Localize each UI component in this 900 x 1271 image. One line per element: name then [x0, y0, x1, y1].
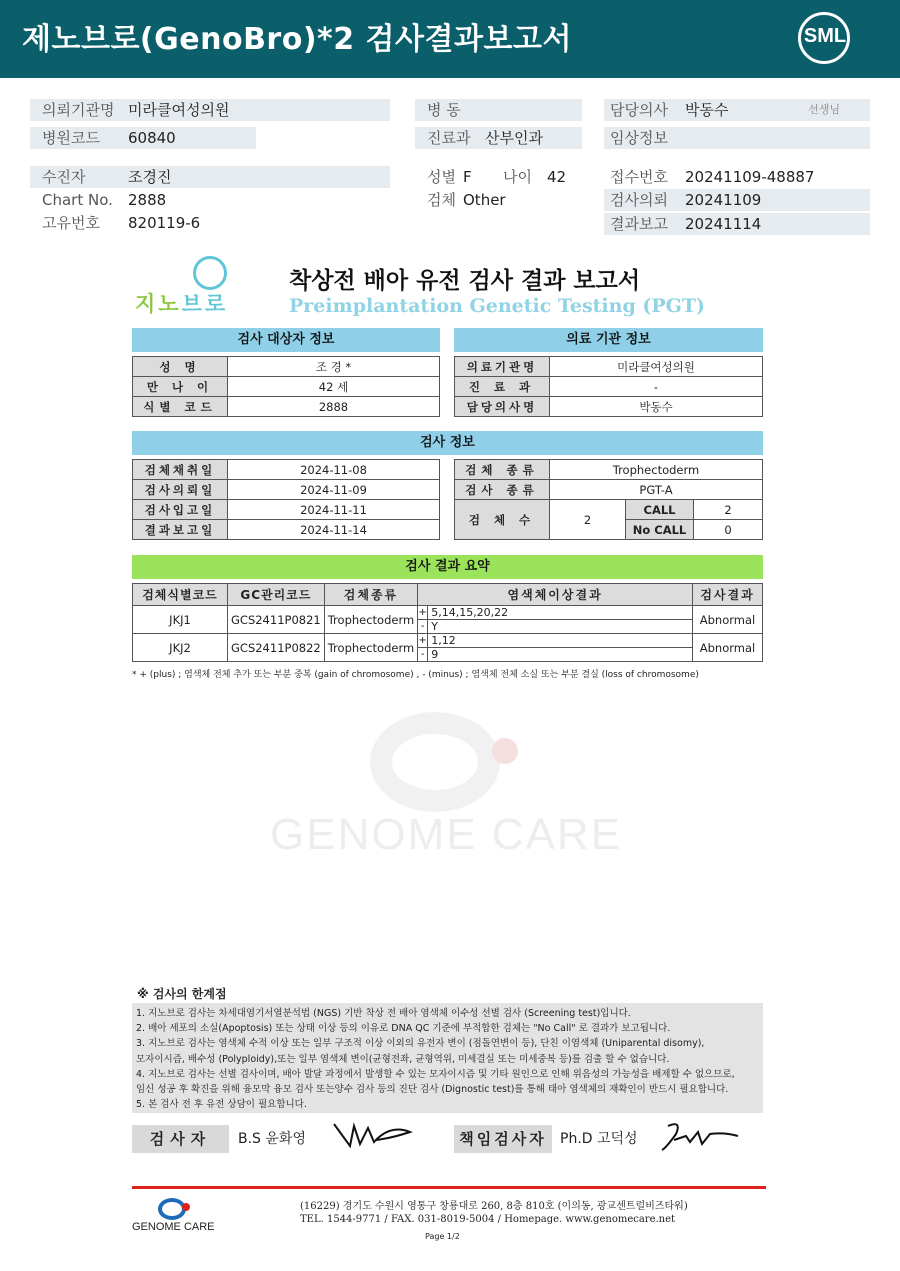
- sex-value: F: [463, 168, 472, 186]
- sml-logo-text: SML: [803, 25, 847, 47]
- sample-id: JKJ1: [133, 606, 228, 634]
- title-bar: [0, 0, 900, 78]
- summary-table: [132, 583, 763, 662]
- chart-value: 2888: [128, 191, 167, 209]
- patient-row: [30, 166, 390, 188]
- document-title: 제노브로(GenoBro)*2 검사결과보고서: [22, 22, 572, 57]
- test-date-row: [133, 480, 440, 500]
- count-row: [455, 500, 763, 520]
- test-date-label: 검사입고일: [133, 500, 228, 520]
- age-value: 42: [547, 168, 567, 186]
- test-type-label: 검사 종류: [455, 480, 550, 500]
- test-date-label: 검사의뢰일: [133, 480, 228, 500]
- test-info-heading: 검사 정보: [132, 431, 763, 455]
- hospital-code-row: [30, 127, 256, 149]
- plus-result: 5,14,15,20,22: [428, 606, 693, 620]
- watermark-dot-icon: [492, 738, 518, 764]
- subject-heading: 검사 대상자 정보: [132, 328, 440, 352]
- minus-result: Y: [428, 620, 693, 634]
- medical-value: 박동수: [550, 397, 763, 417]
- gc-code: GCS2411P0821: [228, 606, 325, 634]
- subject-table: [132, 356, 440, 417]
- genobro-logo-text: [135, 288, 228, 318]
- genome-care-logo-text: GENOME CARE: [132, 1221, 215, 1233]
- clinical-row: [604, 127, 870, 149]
- test-date-label: 검체채취일: [133, 460, 228, 480]
- limitations-box: [132, 1003, 763, 1113]
- column-header: 검사결과: [693, 584, 763, 606]
- subject-value: 42 세: [228, 377, 440, 397]
- doctor-label: 담당의사: [610, 101, 668, 119]
- medical-label: 진 료 과: [455, 377, 550, 397]
- limitations-title: ※ 검사의 한계점: [137, 987, 227, 1001]
- report-subtitle: Preimplantation Genetic Testing (PGT): [289, 295, 705, 317]
- sex-age-row: [415, 166, 582, 188]
- plus-result: 1,12: [428, 634, 693, 648]
- department-value: 산부인과: [485, 129, 543, 147]
- specimen-type-row: [455, 460, 763, 480]
- receipt-value: 20241109-48887: [685, 168, 815, 186]
- test-dates-table: [132, 459, 440, 540]
- medical-heading: 의료 기관 정보: [454, 328, 763, 352]
- test-date-value: 2024-11-11: [228, 500, 440, 520]
- doctor-value: 박동수: [685, 101, 729, 119]
- sex-label: 성별: [427, 168, 456, 186]
- doctor-row: [604, 99, 870, 121]
- chief-signature-icon: [658, 1118, 743, 1154]
- subject-value: 조 경 *: [228, 357, 440, 377]
- minus-result: 9: [428, 648, 693, 662]
- genobro-logo-text-b: 브로: [181, 292, 229, 316]
- medical-row: [455, 377, 763, 397]
- minus-sign: -: [418, 648, 428, 662]
- subject-row: [133, 357, 440, 377]
- call-label: CALL: [626, 500, 694, 520]
- test-type-table: [454, 459, 763, 540]
- receipt-row: [604, 166, 870, 188]
- subject-label: 식별 코드: [133, 397, 228, 417]
- minus-sign: -: [418, 620, 428, 634]
- nocall-label: No CALL: [626, 520, 694, 540]
- request-value: 20241109: [685, 191, 762, 209]
- doctor-suffix: 선생님: [808, 103, 840, 116]
- id-row: [30, 212, 390, 234]
- column-header: 검체식별코드: [133, 584, 228, 606]
- test-type-value: PGT-A: [550, 480, 763, 500]
- examiner-signature-icon: [330, 1118, 415, 1152]
- department-label: 진료과: [427, 129, 471, 147]
- test-result: Abnormal: [693, 606, 763, 634]
- watermark-logo-icon: [370, 712, 500, 812]
- specimen-row: [415, 189, 582, 211]
- chart-label: Chart No.: [42, 191, 113, 209]
- genobro-logo-text-a: 지노: [135, 292, 182, 316]
- id-value: 820119-6: [128, 214, 201, 232]
- footer-address-block: [300, 1200, 688, 1226]
- test-type-row: [455, 480, 763, 500]
- footer-address: (16229) 경기도 수원시 영통구 창룡대로 260, 8층 810호 (이의동, 광교센트럴비즈타워): [300, 1201, 688, 1212]
- medical-label: 의료기관명: [455, 357, 550, 377]
- patient-label: 수진자: [42, 168, 86, 186]
- ward-label: 병 동: [427, 101, 461, 119]
- limitation-line: 3. 지노브로 검사는 염색체 수적 이상 또는 일부 구조적 이상 이외의 유전자 변이 (점돌연변이 등), 단친 이염색체 (Uniparental disomy),: [136, 1038, 705, 1050]
- test-date-row: [133, 520, 440, 540]
- summary-footnote: * + (plus) ; 염색체 전체 추가 또는 부분 중복 (gain of chromosome) , - (minus) ; 염색체 전체 소실 또는 부분 결실 (loss of chromosome): [132, 670, 699, 680]
- specimen-value: Other: [463, 191, 506, 209]
- hospital-code-value: 60840: [128, 129, 176, 147]
- specimen-label: 검체: [427, 191, 456, 209]
- id-label: 고유번호: [42, 214, 100, 232]
- table-row: [133, 634, 763, 648]
- nocall-value: 0: [694, 520, 763, 540]
- limitation-line: 2. 배아 세포의 소실(Apoptosis) 또는 상태 이상 등의 이유로 DNA QC 기준에 부적합한 검체는 "No Call" 로 결과가 보고됩니다.: [136, 1023, 671, 1035]
- department-row: [415, 127, 582, 149]
- count-value: 2: [550, 500, 626, 540]
- age-label: 나이: [503, 168, 532, 186]
- institution-label: 의뢰기관명: [42, 101, 115, 119]
- genome-care-logo-dot: [182, 1203, 190, 1211]
- plus-sign: +: [418, 635, 427, 646]
- summary-header-row: [133, 584, 763, 606]
- table-row: [133, 606, 763, 620]
- plus-sign: +: [418, 607, 427, 618]
- subject-label: 성 명: [133, 357, 228, 377]
- genobro-logo-ring: [193, 256, 227, 290]
- medical-table: [454, 356, 763, 417]
- examiner-name: B.S 윤화영: [238, 1131, 306, 1147]
- column-header: 검체종류: [324, 584, 417, 606]
- chief-name: Ph.D 고덕성: [560, 1131, 638, 1147]
- page-number: Page 1/2: [425, 1232, 460, 1241]
- test-result: Abnormal: [693, 634, 763, 662]
- sample-type: Trophectoderm: [324, 634, 417, 662]
- medical-row: [455, 397, 763, 417]
- subject-row: [133, 377, 440, 397]
- gc-code: GCS2411P0822: [228, 634, 325, 662]
- institution-value: 미라클여성의원: [128, 101, 230, 119]
- limitation-line: 1. 지노브로 검사는 차세대염기서열분석법 (NGS) 기반 착상 전 배아 염색체 이수성 선별 검사 (Screening test)입니다.: [136, 1008, 631, 1019]
- chief-label: 책임검사자: [454, 1125, 552, 1153]
- receipt-label: 접수번호: [610, 168, 668, 186]
- chart-row: [30, 189, 390, 211]
- limitation-line: 4. 지노브로 검사는 선별 검사이며, 배아 발달 과정에서 발생할 수 있는 모자이시즘 및 기타 원인으로 인해 위음성의 가능성을 배제할 수 없으므로,: [136, 1068, 735, 1080]
- footer-contact: TEL. 1544-9771 / FAX. 031-8019-5004 / Homepage. www.genomecare.net: [300, 1214, 676, 1225]
- hospital-code-label: 병원코드: [42, 129, 100, 147]
- footer-divider: [132, 1186, 766, 1189]
- medical-row: [455, 357, 763, 377]
- genobro-logo: [133, 256, 248, 316]
- patient-value: 조경진: [128, 168, 172, 186]
- call-value: 2: [694, 500, 763, 520]
- report-title: 착상전 배아 유전 검사 결과 보고서: [289, 268, 641, 294]
- test-date-label: 결과보고일: [133, 520, 228, 540]
- medical-value: 미라클여성의원: [550, 357, 763, 377]
- column-header: GC관리코드: [228, 584, 325, 606]
- ward-row: [415, 99, 582, 121]
- genome-care-logo: [132, 1196, 222, 1236]
- examiner-label: 검사자: [132, 1125, 229, 1153]
- count-label: 검 체 수: [455, 500, 550, 540]
- sml-logo: [798, 12, 850, 64]
- medical-value: -: [550, 377, 763, 397]
- summary-heading: 검사 결과 요약: [132, 555, 763, 579]
- test-date-row: [133, 460, 440, 480]
- specimen-type-label: 검체 종류: [455, 460, 550, 480]
- specimen-type-value: Trophectoderm: [550, 460, 763, 480]
- watermark-text: GENOME CARE: [270, 810, 623, 859]
- report-value: 20241114: [685, 215, 762, 233]
- sample-type: Trophectoderm: [324, 606, 417, 634]
- test-date-row: [133, 500, 440, 520]
- limitation-line: 임신 성공 후 확진을 위해 융모막 융모 검사 또는양수 검사 등의 진단 검사 (Dignostic test)를 통해 태아 염색체의 재확인이 반드시 필요합니다.: [136, 1084, 729, 1096]
- request-label: 검사의뢰: [610, 191, 668, 209]
- test-date-value: 2024-11-14: [228, 520, 440, 540]
- request-row: [604, 189, 870, 211]
- subject-label: 만 나 이: [133, 377, 228, 397]
- column-header: 염색체이상결과: [418, 584, 693, 606]
- sample-id: JKJ2: [133, 634, 228, 662]
- report-label: 결과보고: [610, 215, 668, 233]
- limitation-line: 5. 본 검사 전 후 유전 상담이 필요합니다.: [136, 1099, 307, 1111]
- clinical-label: 임상정보: [610, 129, 668, 147]
- medical-label: 담당의사명: [455, 397, 550, 417]
- subject-value: 2888: [228, 397, 440, 417]
- subject-row: [133, 397, 440, 417]
- limitation-line: 모자이시즘, 배수성 (Polyploidy),또는 일부 염색체 변이(균형전좌, 균형역위, 미세결실 또는 미세중복 등)를 검출 할 수 없습니다.: [136, 1053, 670, 1065]
- test-date-value: 2024-11-09: [228, 480, 440, 500]
- institution-row: [30, 99, 390, 121]
- test-date-value: 2024-11-08: [228, 460, 440, 480]
- report-row: [604, 213, 870, 235]
